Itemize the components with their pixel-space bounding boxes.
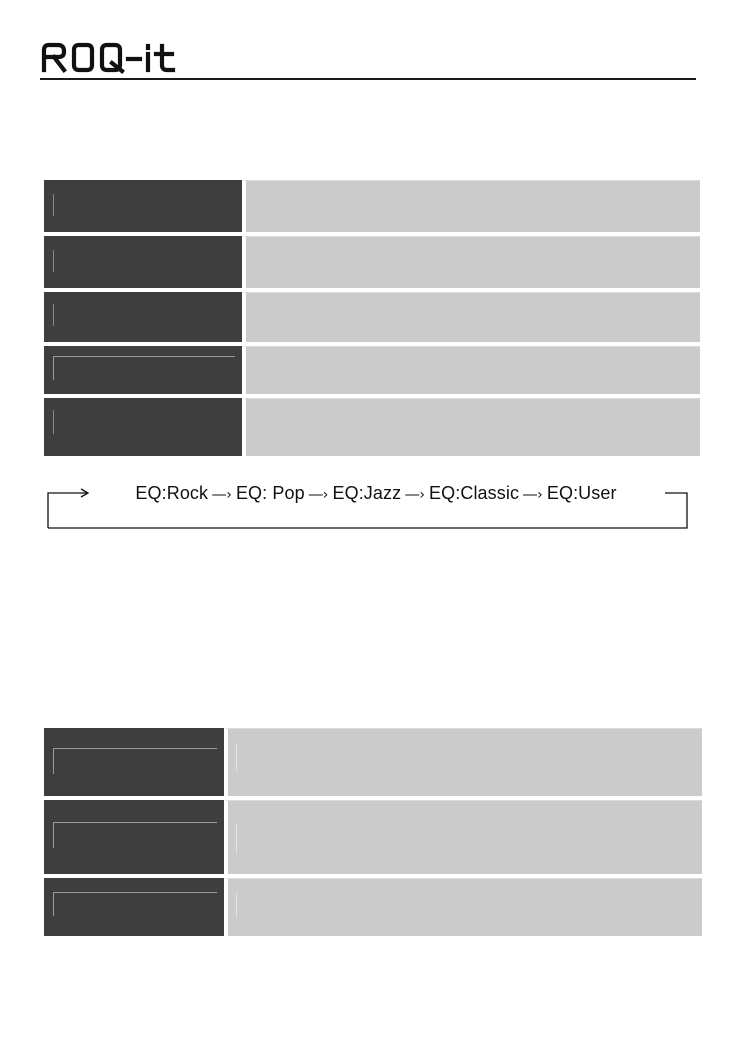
label-cell	[44, 292, 242, 346]
arrow-right-icon: ―›	[405, 487, 426, 503]
table-row	[44, 346, 700, 398]
value-cell	[242, 236, 700, 292]
table-row	[44, 398, 700, 456]
table-row	[44, 728, 702, 800]
value-cell	[224, 878, 702, 936]
label-cell	[44, 236, 242, 292]
label-cell	[44, 346, 242, 398]
table-row	[44, 180, 700, 236]
table-1	[44, 180, 700, 456]
label-cell	[44, 728, 224, 800]
table-row	[44, 800, 702, 878]
label-cell	[44, 800, 224, 878]
header-rule	[40, 78, 696, 80]
eq-mode-rock: EQ:Rock	[135, 483, 209, 503]
label-cell	[44, 398, 242, 456]
eq-mode-classic: EQ:Classic	[429, 483, 520, 503]
table-2	[44, 728, 702, 936]
value-cell	[242, 180, 700, 236]
eq-mode-jazz: EQ:Jazz	[332, 483, 402, 503]
eq-cycle-diagram	[47, 480, 689, 532]
table-row	[44, 292, 700, 346]
value-cell	[242, 346, 700, 398]
table-row	[44, 878, 702, 936]
value-cell	[242, 398, 700, 456]
table-row	[44, 236, 700, 292]
roq-it-logo	[40, 40, 190, 76]
eq-cycle-sequence	[47, 482, 689, 506]
eq-mode-pop: EQ: Pop	[235, 483, 305, 503]
label-cell	[44, 180, 242, 236]
value-cell	[242, 292, 700, 346]
arrow-right-icon: ―›	[523, 487, 543, 503]
arrow-right-icon: ―›	[308, 487, 329, 503]
eq-mode-user: EQ:User	[546, 483, 617, 503]
value-cell	[224, 800, 702, 878]
arrow-right-icon: ―›	[212, 487, 232, 503]
label-cell	[44, 878, 224, 936]
value-cell	[224, 728, 702, 800]
